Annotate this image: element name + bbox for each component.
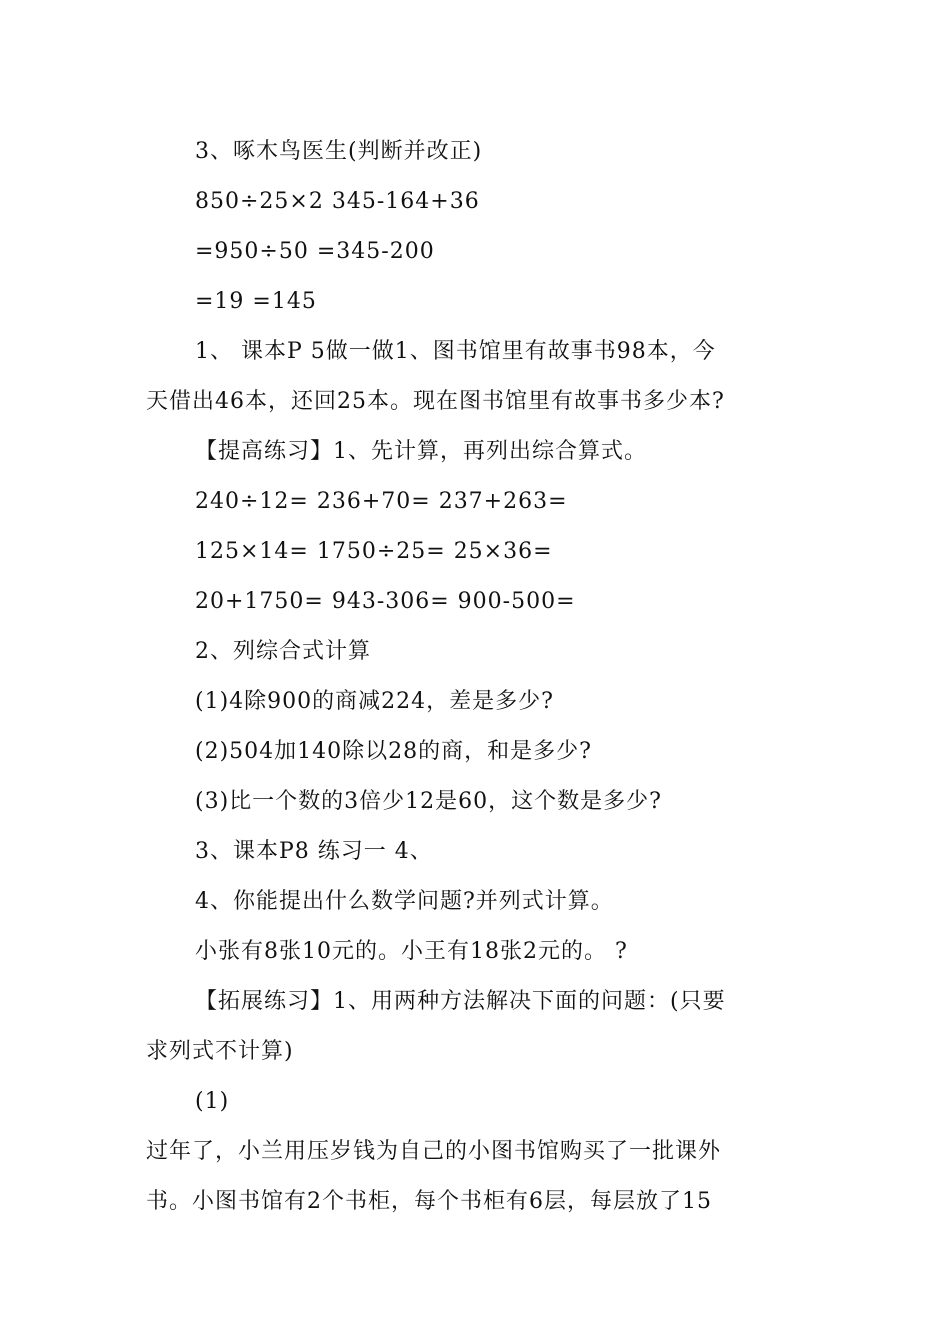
line-composite-calc-title: 2、列综合式计算 (195, 639, 371, 664)
line-library-problem: 过年了，小兰用压岁钱为自己的小图书馆购买了一批课外 (146, 1139, 722, 1164)
heading-improvement-practice: 【提高练习】1、先计算，再列出综合算式。 (195, 439, 647, 464)
line-pose-question: 4、你能提出什么数学问题?并列式计算。 (195, 889, 614, 914)
line-subitem-1: (1) (195, 1089, 230, 1114)
line-calc-2: =950÷50 =345-200 (195, 239, 435, 264)
line-exercise-3-woodpecker: 3、啄木鸟医生(判断并改正) (195, 139, 483, 164)
heading-extension-practice: 【拓展练习】1、用两种方法解决下面的问题：(只要 (195, 989, 726, 1014)
line-arith-row-2: 125×14= 1750÷25= 25×36= (195, 539, 553, 564)
line-calc-1: 850÷25×2 345-164+36 (195, 189, 480, 214)
line-money-problem: 小张有8张10元的。小王有18张2元的。 ? (195, 939, 628, 964)
line-textbook-p5: 1、 课本P 5做一做1、图书馆里有故事书98本，今 (195, 339, 716, 364)
line-textbook-p5-cont: 天借出46本，还回25本。现在图书馆里有故事书多少本? (146, 389, 725, 414)
line-extension-cont: 求列式不计算) (146, 1039, 294, 1064)
line-arith-row-3: 20+1750= 943-306= 900-500= (195, 589, 576, 614)
line-composite-q1: (1)4除900的商减224，差是多少? (195, 689, 554, 714)
line-library-problem-cont: 书。小图书馆有2个书柜，每个书柜有6层，每层放了15 (146, 1189, 712, 1214)
line-calc-3: =19 =145 (195, 289, 317, 314)
line-textbook-p8: 3、课本P8 练习一 4、 (195, 839, 433, 864)
line-composite-q2: (2)504加140除以28的商，和是多少? (195, 739, 592, 764)
line-arith-row-1: 240÷12= 236+70= 237+263= (195, 489, 568, 514)
line-composite-q3: (3)比一个数的3倍少12是60，这个数是多少? (195, 789, 662, 814)
